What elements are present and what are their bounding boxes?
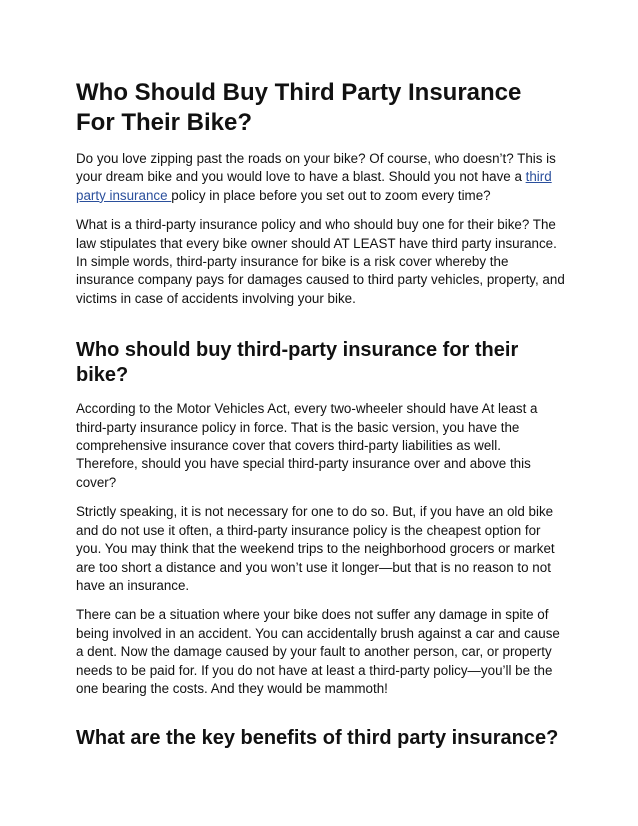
section-heading-who-should-buy: Who should buy third-party insurance for their bike? (76, 339, 519, 387)
third-party-insurance-link[interactable]: third party insurance (76, 169, 552, 203)
section-heading-key-benefits: What are the key benefits of third party insurance? (76, 727, 559, 750)
section-paragraph-3: There can be a situation where your bike does not suffer any damage in spite of being involved in an accident. You can accidentally brush against a car and cause a dent. Now the damage caused by your fault to another person, car, or property needs to be paid for. If you do not have at least a third-party policy—you’ll be the one bearing the costs. And they would be mammoth! (76, 607, 560, 696)
document-page (76, 78, 566, 763)
section-paragraph-1: According to the Motor Vehicles Act, every two-wheeler should have At least a third-party insurance policy in force. That is the basic version, you have the comprehensive insurance cover that covers third-party liabilities as well. Therefore, should you have special third-party insurance over and above this cover? (76, 401, 538, 490)
intro-text-end: policy in place before you set out to zoom every time? (171, 187, 491, 203)
page-title: Who Should Buy Third Party Insurance For Their Bike? (76, 79, 522, 136)
definition-paragraph: What is a third-party insurance policy and who should buy one for their bike? The law stipulates that every bike owner should AT LEAST have third party insurance. In simple words, third-party insurance for bike is a risk cover whereby the insurance company pays for damages caused to third party vehicles, property, and victims in case of accidents involving your bike. (76, 217, 565, 306)
intro-paragraph (76, 150, 566, 205)
section-paragraph-2: Strictly speaking, it is not necessary for one to do so. But, if you have an old bike and do not use it often, a third-party insurance policy is the cheapest option for you. You may think that the weekend trips to the neighborhood grocers or market are too short a distance and you won’t use it longer—but that is no reason to not have an insurance. (76, 504, 555, 593)
intro-text-start: Do you love zipping past the roads on your bike? Of course, who doesn’t? This is your dream bike and you would love to have a blast. Should you not have a (76, 151, 556, 185)
